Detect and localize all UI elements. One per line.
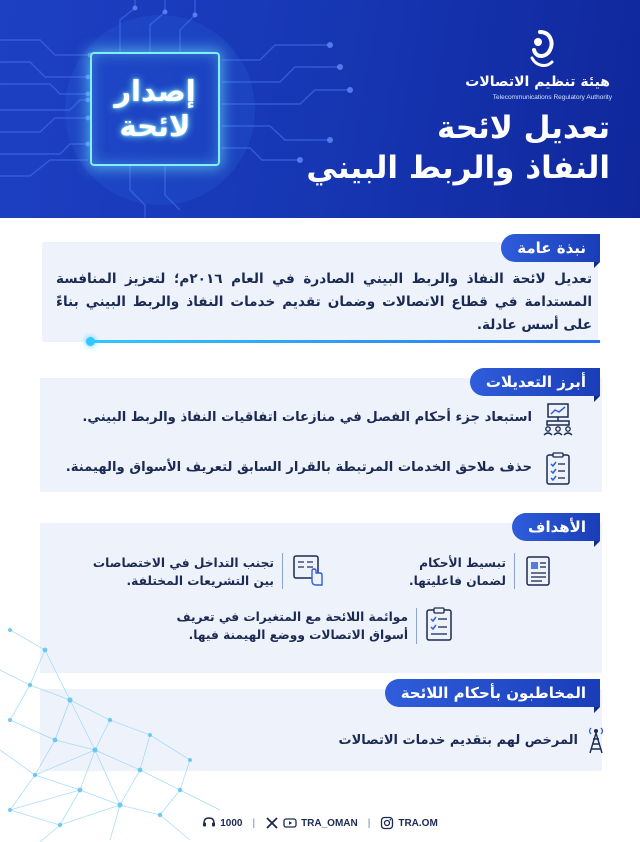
overview-divider-dot	[86, 337, 95, 346]
goal-1-separator	[514, 553, 515, 589]
goal-1-line-1: تبسيط الأحكام	[419, 556, 506, 570]
addressees-text: المرخص لهم بتقديم خدمات الاتصالات	[338, 733, 578, 748]
goal-3-line-1: موائمة اللائحة مع المتغيرات في تعريف	[176, 610, 408, 624]
overview-divider	[90, 340, 600, 343]
instagram-icon	[380, 816, 394, 830]
youtube-icon	[283, 816, 297, 830]
call-center-icon	[202, 816, 216, 830]
tower-icon	[586, 726, 606, 754]
addressees-heading: المخاطبون بأحكام اللائحة	[385, 679, 600, 707]
amendment-item-1: استبعاد جزء أحكام الفصل في منازعات اتفاقيات النفاذ والربط البيني.	[82, 410, 532, 425]
goal-3-line-2: أسواق الاتصالات ووضع الهيمنة فيها.	[188, 628, 408, 642]
tra-logo-icon	[524, 28, 556, 72]
clipboard-icon	[424, 606, 454, 642]
logo-arabic-name: هيئة تنظيم الاتصالات	[465, 74, 610, 90]
overview-heading: نبذة عامة	[501, 234, 600, 262]
page-title	[280, 108, 610, 188]
footer-contacts	[0, 812, 640, 834]
meeting-icon	[542, 402, 574, 436]
amendments-heading: أبرز التعديلات	[470, 368, 600, 396]
footer-separator: |	[252, 817, 256, 829]
document-icon	[524, 555, 552, 587]
footer-social-handle: TRA_OMAN	[301, 817, 358, 829]
footer-social[interactable]	[265, 816, 358, 830]
footer-website-url: TRA.OM	[398, 817, 438, 829]
goal-2-line-2: بين التشريعات المختلفة.	[126, 574, 274, 588]
goal-3-separator	[416, 608, 417, 644]
x-icon	[265, 816, 279, 830]
goal-2	[93, 554, 274, 590]
touch-screen-icon	[292, 553, 326, 587]
footer-phone-number: 1000	[220, 817, 243, 829]
issue-regulation-stamp	[90, 52, 220, 166]
goal-1	[409, 554, 506, 590]
checklist-icon	[542, 452, 574, 486]
amendment-item-2: حذف ملاحق الخدمات المرتبطة بالقرار السابق لتعريف الأسواق والهيمنة.	[65, 460, 532, 475]
overview-text: تعديل لائحة النفاذ والربط البيني الصادرة في العام ٢٠١٦م؛ لتعزيز المنافسة المستدامة في قطاع الاتصالات وضمان تقديم خدمات النفاذ والربط البيني بناءً على أسس عادلة.	[56, 271, 593, 333]
title-line-1: تعديل لائحة	[436, 110, 610, 146]
header-banner	[0, 0, 640, 218]
stamp-line-2: لائحة	[119, 109, 191, 143]
goal-2-separator	[282, 553, 283, 589]
logo-english-name: Telecommunications Regulatory Authority	[492, 94, 612, 101]
goal-1-line-2: لضمان فاعليتها.	[408, 574, 506, 588]
goals-heading: الأهداف	[512, 513, 600, 541]
footer-separator: |	[367, 817, 371, 829]
stamp-line-1: إصدار	[114, 74, 196, 109]
goal-2-line-1: تجنب التداخل في الاختصاصات	[92, 556, 274, 570]
network-decoration	[0, 610, 230, 842]
footer-website[interactable]	[380, 816, 437, 830]
title-line-2: النفاذ والربط البيني	[306, 150, 610, 186]
footer-phone[interactable]	[202, 816, 242, 830]
